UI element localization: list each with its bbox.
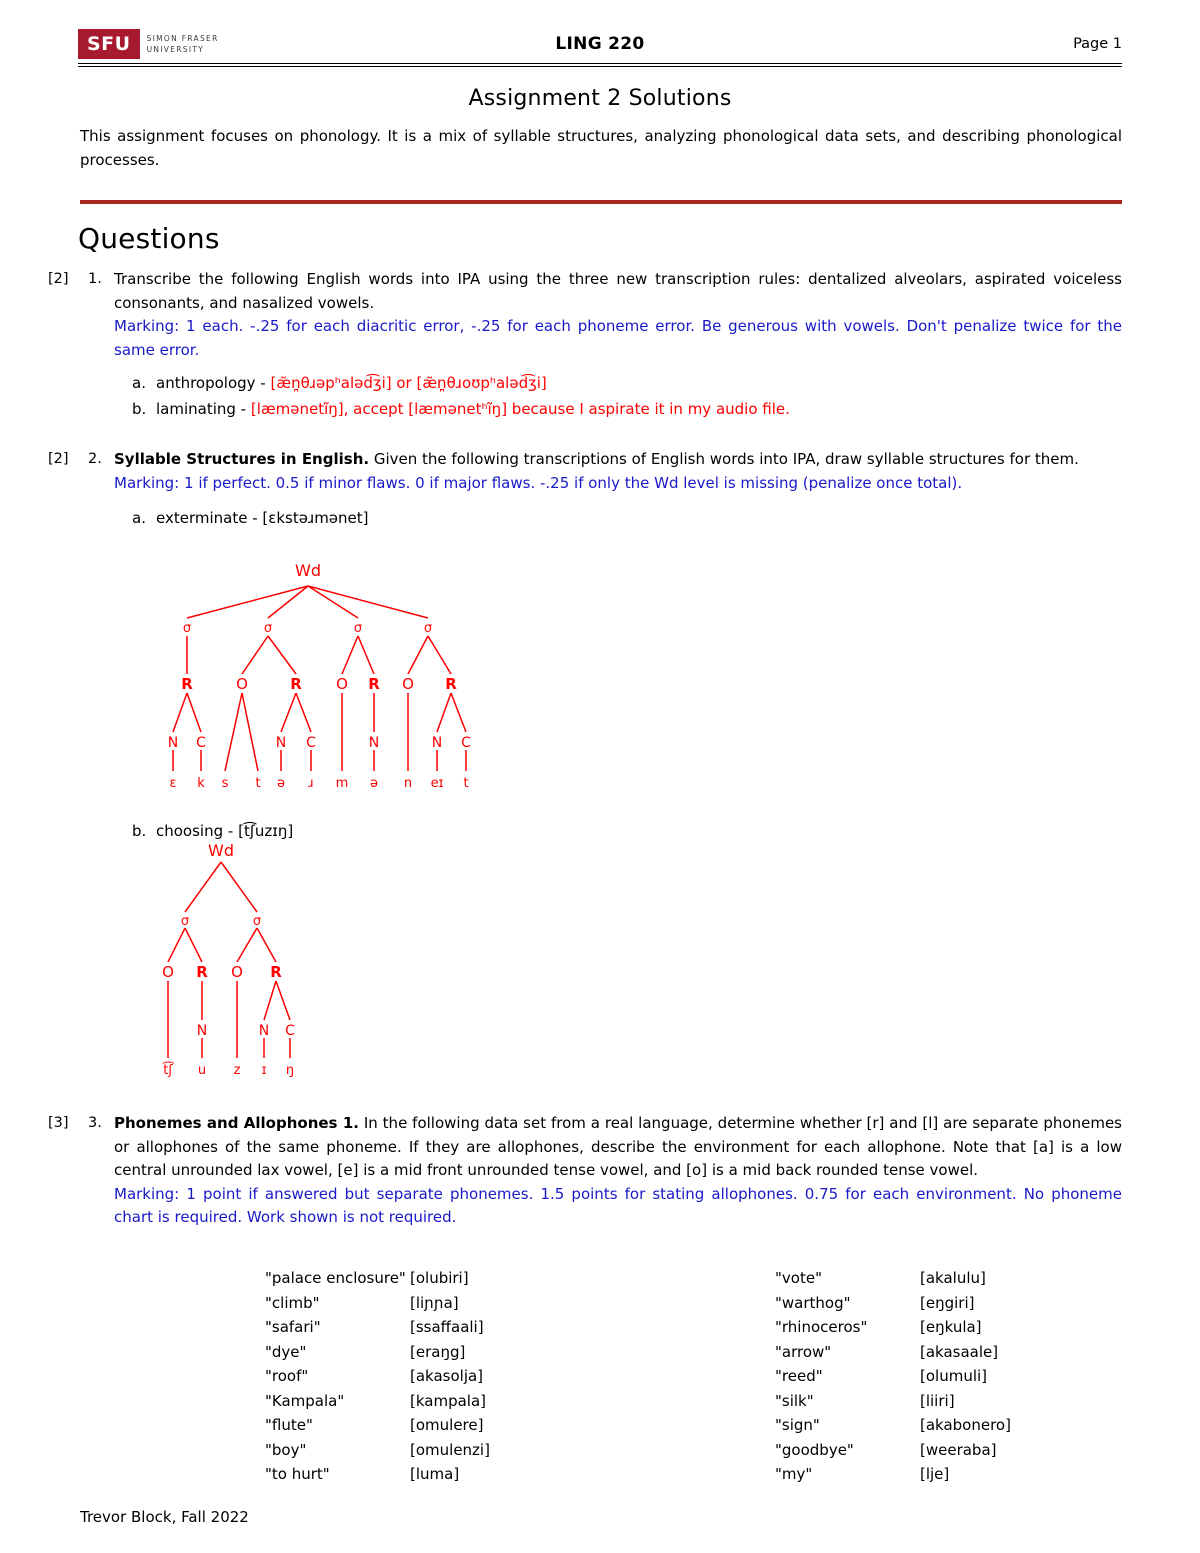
- question-2-body: [114, 448, 1122, 531]
- tree-a-node-C1: C: [196, 735, 206, 751]
- tree-a-terminal-7: m: [335, 776, 349, 791]
- tree-b-node-N2: N: [258, 1023, 270, 1039]
- tree-a-sigma-3: σ: [353, 621, 363, 636]
- ipa: [eŋkula]: [920, 1318, 982, 1336]
- tree-a-node-R4: R: [445, 675, 457, 693]
- ipa: [eraŋg]: [410, 1342, 466, 1361]
- sfu-logo-line1: SIMON FRASER: [146, 34, 219, 43]
- tree-b-node-N1: N: [196, 1023, 208, 1039]
- tree-b-node-C1: C: [285, 1023, 295, 1039]
- section-heading-questions: Questions: [78, 222, 220, 255]
- table-row: [265, 1291, 580, 1316]
- question-3-marking: Marking: 1 point if answered but separate phonemes. 1.5 points for stating allophones. 0.75 for each environment. No phoneme chart is required. Work shown is not required.: [114, 1184, 1122, 1226]
- tree-a-node-N4: N: [431, 735, 443, 751]
- tree-a-terminal-9: n: [403, 776, 413, 791]
- ipa: [akabonero]: [920, 1416, 1011, 1434]
- tree-a-node-N1: N: [167, 735, 179, 751]
- ipa: [olumuli]: [920, 1367, 988, 1385]
- tree-b-node-R1: R: [196, 963, 208, 981]
- question-3-prompt-line: [114, 1112, 1122, 1183]
- tree-b-terminal-1: t͡ʃ: [163, 1063, 173, 1078]
- item-b-word: laminating -: [156, 399, 247, 418]
- tree-a-terminal-8: ə: [370, 776, 378, 791]
- course-code: LING 220: [555, 34, 645, 54]
- table-row: [265, 1266, 580, 1291]
- question-2-marking: Marking: 1 if perfect. 0.5 if minor flaws. 0 if major flaws. -.25 if only the Wd level is missing (penalize once total).: [114, 473, 963, 492]
- gloss: "sign": [775, 1416, 820, 1434]
- question-3-number: 3.: [88, 1115, 102, 1131]
- question-1-marks: [2]: [48, 271, 69, 287]
- tree-a-sigma-4: σ: [423, 621, 433, 636]
- question-3-body: [114, 1112, 1122, 1230]
- page-title: Assignment 2 Solutions: [468, 86, 732, 111]
- question-1-marking: Marking: 1 each. -.25 for each diacritic error, -.25 for each phoneme error. Be generous with vowels. Don't penalize twice for the same error.: [114, 317, 1122, 359]
- ipa: [akasaale]: [920, 1342, 999, 1361]
- table-row: [265, 1315, 580, 1340]
- question-1-number: 1.: [88, 271, 102, 287]
- item-b-transcription: [t͡ʃuzɪŋ]: [238, 822, 294, 840]
- gloss: "flute": [265, 1416, 313, 1434]
- table-row: [265, 1364, 580, 1389]
- tree-a-sigma-1: σ: [182, 621, 192, 636]
- tree-b-terminal-5: ŋ: [285, 1063, 295, 1078]
- tree-a-terminal-5: ə: [277, 776, 285, 791]
- gloss: "Kampala": [265, 1391, 345, 1410]
- table-row: [265, 1340, 580, 1365]
- gloss: "palace enclosure": [265, 1269, 406, 1287]
- ipa: [lje]: [920, 1465, 950, 1483]
- tree-b-node-O2: O: [231, 963, 243, 981]
- question-1-item-a: [132, 372, 1122, 396]
- question-1-body: [114, 268, 1122, 421]
- table-row: [775, 1438, 1090, 1463]
- question-1-item-b: [132, 398, 1122, 422]
- gloss: "dye": [265, 1342, 307, 1361]
- item-a-word: anthropology -: [156, 374, 266, 392]
- item-b-answer: [læmənetĩŋ], accept [læmənetʰĩŋ] because I aspirate it in my audio file.: [250, 399, 790, 418]
- tree-a-node-R3: R: [368, 675, 380, 693]
- data-column-left: [265, 1266, 580, 1487]
- table-row: [775, 1389, 1090, 1414]
- tree-a-node-C2: C: [306, 735, 316, 751]
- question-3-marks: [3]: [48, 1115, 69, 1131]
- gloss: "arrow": [775, 1342, 832, 1361]
- table-row: [775, 1315, 1090, 1340]
- tree-a-node-O3: O: [402, 675, 414, 693]
- table-row: [775, 1266, 1090, 1291]
- tree-b-node-O1: O: [162, 963, 174, 981]
- ipa: [olubiri]: [410, 1269, 469, 1287]
- item-a-transcription: [ɛkstəɹmənet]: [262, 509, 369, 527]
- table-row: [775, 1340, 1090, 1365]
- ipa: [weeraba]: [920, 1440, 997, 1459]
- phoneme-data-table: [265, 1266, 1011, 1487]
- question-2-prompt-line: [114, 448, 1122, 472]
- table-row: [775, 1291, 1090, 1316]
- tree-a-terminal-10: eɪ: [430, 776, 444, 791]
- ipa: [omulere]: [410, 1416, 484, 1434]
- syllable-tree-exterminate: [140, 556, 540, 815]
- item-b-word: choosing -: [156, 822, 234, 840]
- question-2-number: 2.: [88, 451, 102, 467]
- tree-b-terminal-3: z: [233, 1063, 241, 1078]
- question-3-prompt: In the following data set from a real language, determine whether [r] and [l] are separate phonemes or allophones of the same phoneme. If they are allophones, describe the environment for each allophone. Note that [a] is a low central unrounded lax vowel, [e] is a mid front unrounded tense vowel, and [o] is a mid back rounded tense vowel.: [114, 1114, 1122, 1179]
- tree-a-node-N2: N: [275, 735, 287, 751]
- tree-b-sigma-2: σ: [252, 914, 262, 929]
- tree-a-node-R1: R: [181, 675, 193, 693]
- syllable-tree-choosing: [140, 840, 400, 1094]
- gloss: "vote": [775, 1269, 822, 1287]
- tree-b-sigma-1: σ: [180, 914, 190, 929]
- question-3-title: Phonemes and Allophones 1.: [114, 1114, 359, 1132]
- ipa: [eŋgiri]: [920, 1293, 975, 1312]
- item-a-word: exterminate -: [156, 509, 258, 527]
- item-a-answer: [æ̃n̪θɹəpʰaləd͡ʒi] or [æ̃n̪θɹoʊpʰaləd͡ʒi]: [270, 374, 547, 392]
- gloss: "my": [775, 1465, 813, 1483]
- header-divider: [78, 63, 1122, 67]
- tree-b-root: Wd: [208, 841, 234, 860]
- tree-a-node-O1: O: [236, 675, 248, 693]
- ipa: [akalulu]: [920, 1269, 986, 1287]
- ipa: [liɲɲa]: [410, 1293, 459, 1312]
- tree-a-node-R2: R: [290, 675, 302, 693]
- tree-b-node-R2: R: [270, 963, 282, 981]
- item-a-label: a.: [132, 509, 146, 527]
- tree-a-terminal-11: t: [463, 776, 469, 791]
- question-2-item-a: [132, 507, 1122, 531]
- ipa: [liiri]: [920, 1391, 955, 1410]
- gloss: "rhinoceros": [775, 1318, 868, 1336]
- question-2-prompt: Given the following transcriptions of English words into IPA, draw syllable structures for them.: [373, 450, 1079, 468]
- table-row: [775, 1364, 1090, 1389]
- gloss: "climb": [265, 1293, 320, 1312]
- page-footer: Trevor Block, Fall 2022: [80, 1508, 249, 1526]
- tree-b-terminal-2: u: [197, 1063, 207, 1078]
- tree-a-node-C3: C: [461, 735, 471, 751]
- intro-paragraph: This assignment focuses on phonology. It is a mix of syllable structures, analyzing phonological data sets, and describing phonological processes.: [80, 127, 1122, 169]
- ipa: [kampala]: [410, 1391, 487, 1410]
- tree-a-sigma-2: σ: [263, 621, 273, 636]
- gloss: "roof": [265, 1367, 309, 1385]
- tree-a-node-O2: O: [336, 675, 348, 693]
- table-row: [265, 1389, 580, 1414]
- sfu-logo-mark: SFU: [78, 29, 140, 59]
- tree-a-terminal-2: k: [197, 776, 205, 791]
- table-row: [265, 1462, 580, 1487]
- tree-a-terminal-3: s: [221, 776, 229, 791]
- table-row: [265, 1438, 580, 1463]
- tree-a-node-N3: N: [368, 735, 380, 751]
- gloss: "silk": [775, 1391, 814, 1410]
- ipa: [akasolja]: [410, 1367, 484, 1385]
- ipa: [ssaffaali]: [410, 1318, 484, 1336]
- tree-a-terminal-1: ɛ: [169, 776, 177, 791]
- table-row: [775, 1413, 1090, 1438]
- sfu-logo-line2: UNIVERSITY: [146, 45, 205, 54]
- gloss: "safari": [265, 1318, 321, 1336]
- question-2-marks: [2]: [48, 451, 69, 467]
- tree-a-terminal-6: ɹ: [308, 776, 314, 791]
- table-row: [265, 1413, 580, 1438]
- gloss: "boy": [265, 1440, 307, 1459]
- tree-a-root: Wd: [295, 561, 321, 580]
- page-number: Page 1: [1073, 36, 1122, 52]
- tree-a-terminal-4: t: [255, 776, 261, 791]
- accent-divider: [80, 200, 1122, 204]
- question-2-title: Syllable Structures in English.: [114, 450, 370, 468]
- gloss: "warthog": [775, 1293, 851, 1312]
- item-a-label: a.: [132, 374, 146, 392]
- item-b-label: b.: [132, 822, 147, 840]
- gloss: "to hurt": [265, 1465, 330, 1483]
- ipa: [luma]: [410, 1465, 460, 1483]
- item-b-label: b.: [132, 399, 147, 418]
- data-column-right: [775, 1266, 1090, 1487]
- gloss: "goodbye": [775, 1440, 854, 1459]
- table-row: [775, 1462, 1090, 1487]
- tree-b-terminal-4: ɪ: [261, 1063, 267, 1078]
- question-1-prompt: Transcribe the following English words into IPA using the three new transcription rules: dentalized alveolars, aspirated voiceless consonants, and nasalized vowels.: [114, 270, 1122, 312]
- ipa: [omulenzi]: [410, 1440, 490, 1459]
- gloss: "reed": [775, 1367, 823, 1385]
